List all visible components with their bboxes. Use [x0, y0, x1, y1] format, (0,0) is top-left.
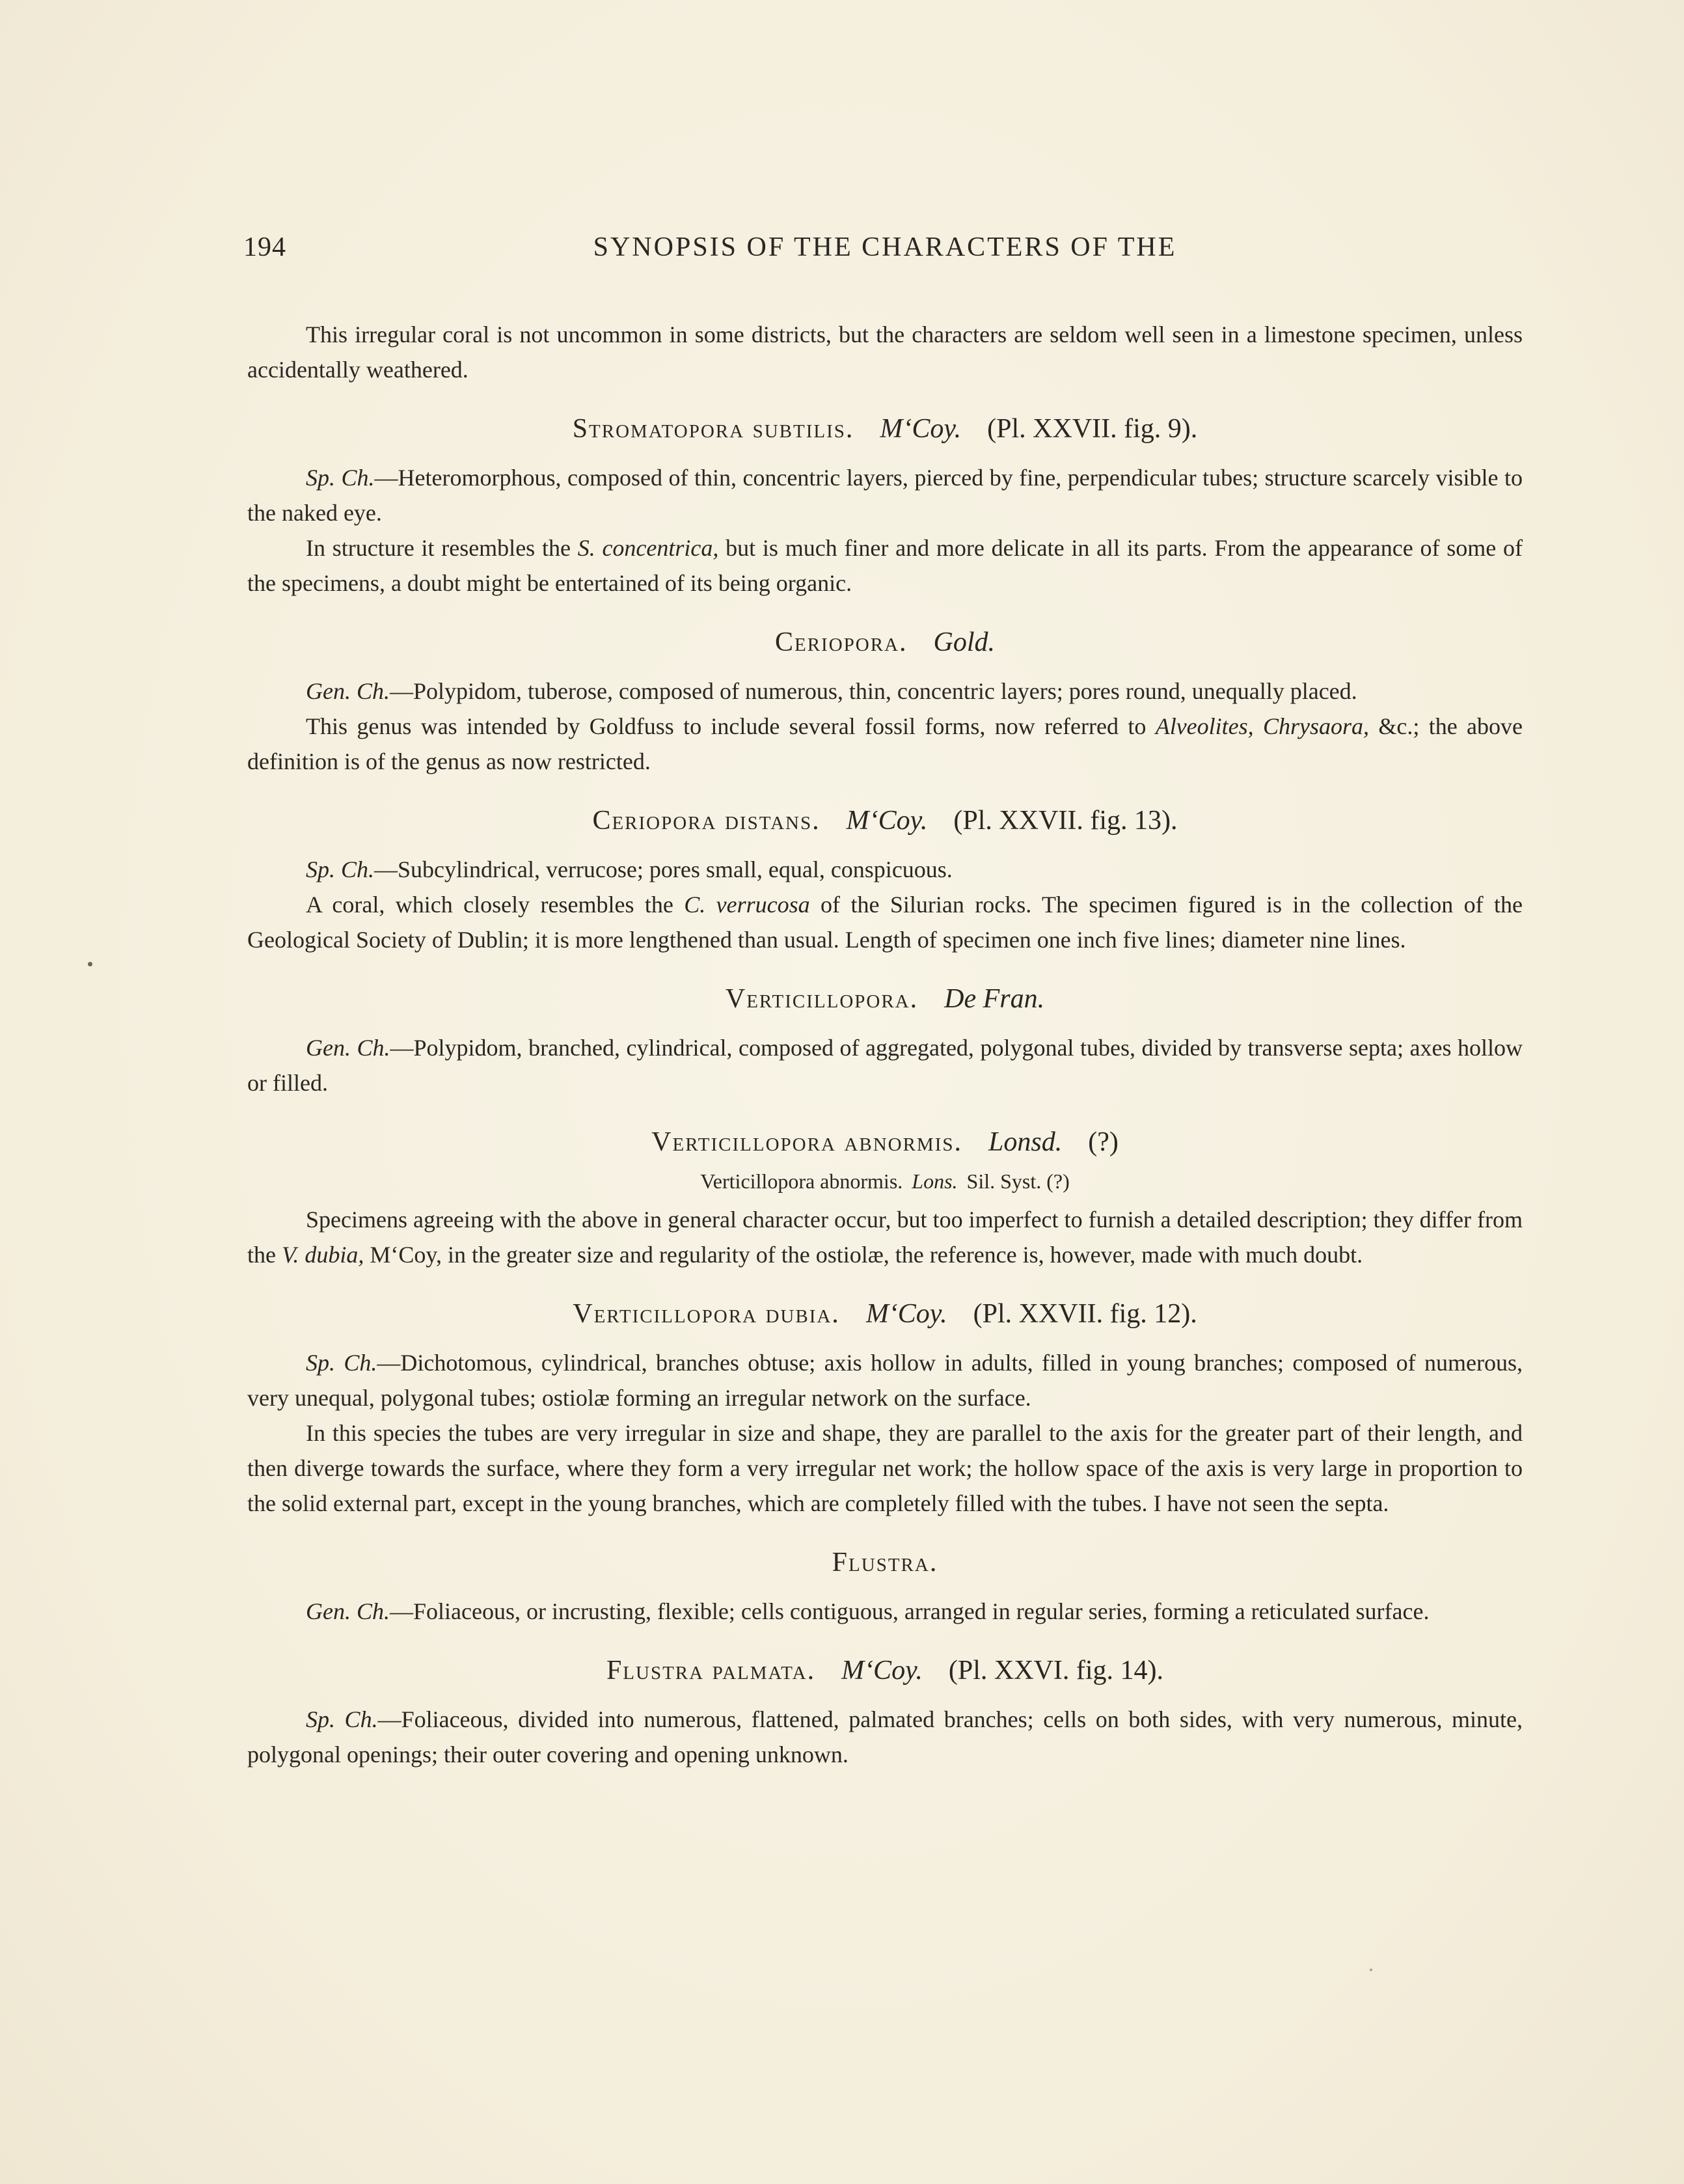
- text-span: but is much finer and more delicate in all its parts. From the appearance of some of the specimens, a doubt might be entertained of its being organic.: [247, 535, 1523, 596]
- section-heading: [247, 1651, 1523, 1690]
- section-heading: [247, 623, 1523, 662]
- species-name: V. dubia,: [281, 1242, 364, 1268]
- taxon-author: Lonsd.: [988, 1127, 1063, 1157]
- text-span: This genus was intended by Goldfuss to include several fossil forms, now referred to: [306, 713, 1156, 739]
- text-span: Specimens agreeing with the above in general character occur, but too imperfect to furnish a detailed description; they differ from the: [247, 1207, 1523, 1268]
- genus-names: Alveolites, Chrysaora,: [1155, 713, 1370, 739]
- species-name: C. verrucosa: [684, 892, 810, 918]
- character-paragraph: [247, 1594, 1523, 1629]
- character-label: Sp. Ch.: [306, 1706, 378, 1732]
- section-heading: [247, 801, 1523, 840]
- running-header: [243, 218, 1523, 270]
- character-paragraph: [247, 674, 1523, 709]
- running-title: SYNOPSIS OF THE CHARACTERS OF THE: [593, 232, 1177, 262]
- ink-speck: [1370, 1969, 1372, 1971]
- taxon-name: Ceriopora distans.: [592, 806, 821, 836]
- taxon-name: Ceriopora.: [774, 627, 908, 657]
- plate-reference: (?): [1088, 1127, 1119, 1157]
- page-number: 194: [243, 232, 286, 262]
- section-heading: [247, 1543, 1523, 1582]
- taxon-author: Gold.: [933, 627, 996, 657]
- taxon-author: M‘Coy.: [880, 414, 962, 444]
- character-paragraph: [247, 1030, 1523, 1100]
- description-paragraph: [247, 887, 1523, 957]
- text-span: &c.; the above definition is of the genus as now restricted.: [247, 713, 1523, 774]
- character-paragraph: [247, 852, 1523, 887]
- ink-speck: [88, 962, 92, 966]
- character-label: Sp. Ch.: [306, 856, 375, 882]
- character-text: —Foliaceous, or incrusting, flexible; cells contiguous, arranged in regular series, forming a reticulated surface.: [390, 1598, 1430, 1624]
- intro-paragraph: This irregular coral is not uncommon in some districts, but the characters are seldom well seen in a limestone specimen, unless accidentally weathered.: [247, 321, 1523, 383]
- description-paragraph: [247, 1202, 1523, 1272]
- character-label: Gen. Ch.: [306, 678, 390, 704]
- character-label: Gen. Ch.: [306, 1598, 390, 1624]
- character-text: —Subcylindrical, verrucose; pores small, equal, conspicuous.: [374, 856, 953, 882]
- section-heading: [247, 979, 1523, 1018]
- taxon-name: Stromatopora subtilis.: [572, 414, 854, 444]
- text-span: In structure it resembles the: [306, 535, 578, 561]
- taxon-name: Verticillopora.: [725, 984, 919, 1014]
- synonym-author: Lons.: [912, 1169, 958, 1193]
- description-paragraph: In this species the tubes are very irregular in size and shape, they are parallel to the axis for the greater part of their length, and then diverge towards the surface, where they form a very irregular net work; the hollow space of the axis is very large in proportion to the solid external part, except in the young branches, which are completely filled with the tubes. I have not seen the septa.: [247, 1420, 1523, 1516]
- character-text: —Heteromorphous, composed of thin, concentric layers, pierced by fine, perpendicular tubes; structure scarcely visible to the naked eye.: [247, 465, 1523, 526]
- description-paragraph: [247, 530, 1523, 601]
- plate-reference: (Pl. XXVII. fig. 13).: [953, 806, 1178, 836]
- text-span: A coral, which closely resembles the: [306, 892, 685, 918]
- taxon-author: M‘Coy.: [841, 1656, 923, 1686]
- taxon-name: Verticillopora dubia.: [573, 1299, 840, 1329]
- text-span: of the Silurian rocks. The specimen figured is in the collection of the Geological Society of Dublin; it is more lengthened than usual. Length of specimen one inch five lines; diameter nine lines.: [247, 892, 1523, 953]
- character-text: —Polypidom, branched, cylindrical, composed of aggregated, polygonal tubes, divided by transverse septa; axes hollow or filled.: [247, 1035, 1523, 1096]
- section-heading: [247, 1294, 1523, 1333]
- plate-reference: (Pl. XXVI. fig. 14).: [948, 1656, 1164, 1686]
- character-paragraph: [247, 1345, 1523, 1415]
- plate-reference: (Pl. XXVII. fig. 12).: [973, 1299, 1197, 1329]
- text-span: M‘Coy, in the greater size and regularity of the ostiolæ, the reference is, however, made with much doubt.: [364, 1242, 1363, 1268]
- section-heading: [247, 1123, 1523, 1162]
- species-name: S. concentrica,: [577, 535, 719, 561]
- synonymy-line: [247, 1166, 1523, 1197]
- description-paragraph: [247, 709, 1523, 779]
- taxon-name: Flustra palmata.: [606, 1656, 816, 1686]
- character-label: Gen. Ch.: [306, 1035, 390, 1061]
- character-text: —Polypidom, tuberose, composed of numerous, thin, concentric layers; pores round, unequally placed.: [390, 678, 1357, 704]
- taxon-author: De Fran.: [944, 984, 1045, 1014]
- taxon-author: M‘Coy.: [846, 806, 928, 836]
- character-paragraph: [247, 460, 1523, 530]
- section-heading: [247, 409, 1523, 448]
- taxon-name: Verticillopora abnormis.: [651, 1127, 962, 1157]
- character-label: Sp. Ch.: [306, 1350, 377, 1376]
- character-text: —Dichotomous, cylindrical, branches obtuse; axis hollow in adults, filled in young branches; composed of numerous, very unequal, polygonal tubes; ostiolæ forming an irregular network on the surface.: [247, 1350, 1523, 1411]
- character-text: —Foliaceous, divided into numerous, flattened, palmated branches; cells on both sides, with very numerous, minute, polygonal openings; their outer covering and opening unknown.: [247, 1706, 1523, 1768]
- page-content: [243, 218, 1523, 1772]
- taxon-name: Flustra.: [832, 1548, 938, 1577]
- synonym-name: Verticillopora abnormis.: [700, 1169, 903, 1193]
- plate-reference: (Pl. XXVII. fig. 9).: [987, 414, 1198, 444]
- taxon-author: M‘Coy.: [865, 1299, 947, 1329]
- synonym-reference: Sil. Syst. (?): [966, 1169, 1070, 1193]
- character-paragraph: [247, 1702, 1523, 1772]
- character-label: Sp. Ch.: [306, 465, 375, 491]
